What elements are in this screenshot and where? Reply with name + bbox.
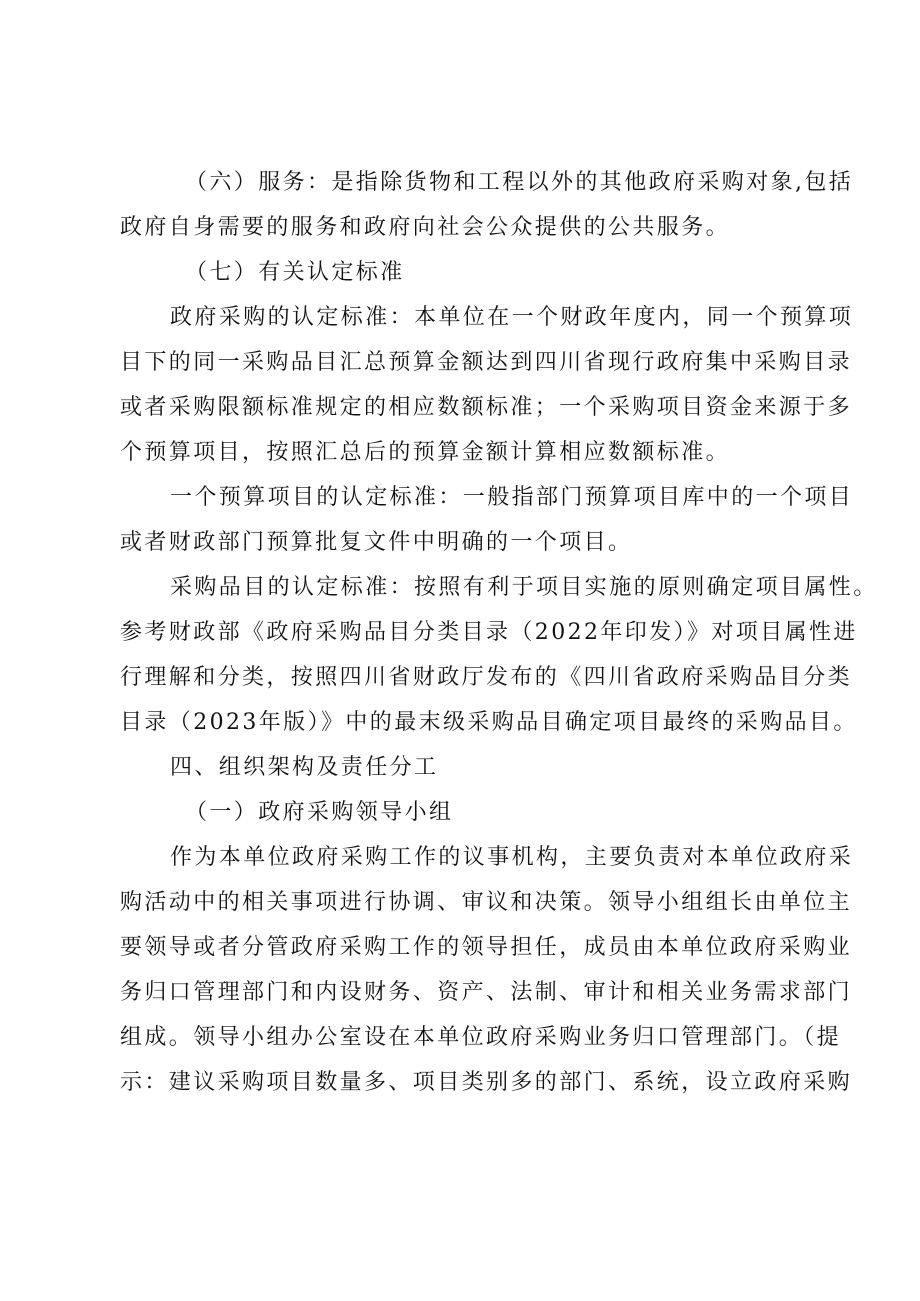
paragraph-procurement-standard-line-1: 政府采购的认定标准：本单位在一个财政年度内，同一个预算项 <box>170 305 854 330</box>
paragraph-leading-group-line-6: 示：建议采购项目数量多、项目类别多的部门、系统，设立政府采购 <box>120 1070 853 1095</box>
paragraph-leading-group-line-3: 要领导或者分管政府采购工作的领导担任，成员由本单位政府采购业 <box>120 935 853 960</box>
paragraph-category-line-1: 采购品目的认定标准：按照有利于项目实施的原则确定项目属性。 <box>170 575 878 600</box>
paragraph-category-line-2: 参考财政部《政府采购品目分类目录（2022年印发）》对项目属性进 <box>120 620 858 645</box>
paragraph-budget-item-line-2: 或者财政部门预算批复文件中明确的一个项目。 <box>120 530 633 555</box>
paragraph-category-line-3: 行理解和分类，按照四川省财政厅发布的《四川省政府采购品目分类 <box>120 665 853 690</box>
paragraph-leading-group-line-1: 作为本单位政府采购工作的议事机构，主要负责对本单位政府采 <box>170 845 854 870</box>
paragraph-leading-group-line-4: 务归口管理部门和内设财务、资产、法制、审计和相关业务需求部门 <box>120 980 853 1005</box>
paragraph-category-line-4: 目录（2023年版）》中的最末级采购品目确定项目最终的采购品目。 <box>120 710 858 735</box>
subsection-heading-leading-group: （一）政府采购领导小组 <box>185 800 454 825</box>
paragraph-services-line-2: 政府自身需要的服务和政府向社会公众提供的公共服务。 <box>120 215 731 240</box>
paragraph-leading-group-line-2: 购活动中的相关事项进行协调、审议和决策。领导小组组长由单位主 <box>120 890 853 915</box>
paragraph-procurement-standard-line-2: 目下的同一采购品目汇总预算金额达到四川省现行政府集中采购目录 <box>120 350 853 375</box>
paragraph-procurement-standard-line-4: 个预算项目，按照汇总后的预算金额计算相应数额标准。 <box>120 440 731 465</box>
paragraph-budget-item-line-1: 一个预算项目的认定标准：一般指部门预算项目库中的一个项目 <box>170 485 854 510</box>
paragraph-procurement-standard-line-3: 或者采购限额标准规定的相应数额标准；一个采购项目资金来源于多 <box>120 395 853 420</box>
paragraph-leading-group-line-5: 组成。领导小组办公室设在本单位政府采购业务归口管理部门。（提 <box>120 1025 842 1050</box>
paragraph-services-line-1: （六）服务：是指除货物和工程以外的其他政府采购对象,包括 <box>185 170 854 195</box>
section-heading-standards: （七）有关认定标准 <box>185 260 405 285</box>
section-heading-organization: 四、组织架构及责任分工 <box>170 755 439 780</box>
